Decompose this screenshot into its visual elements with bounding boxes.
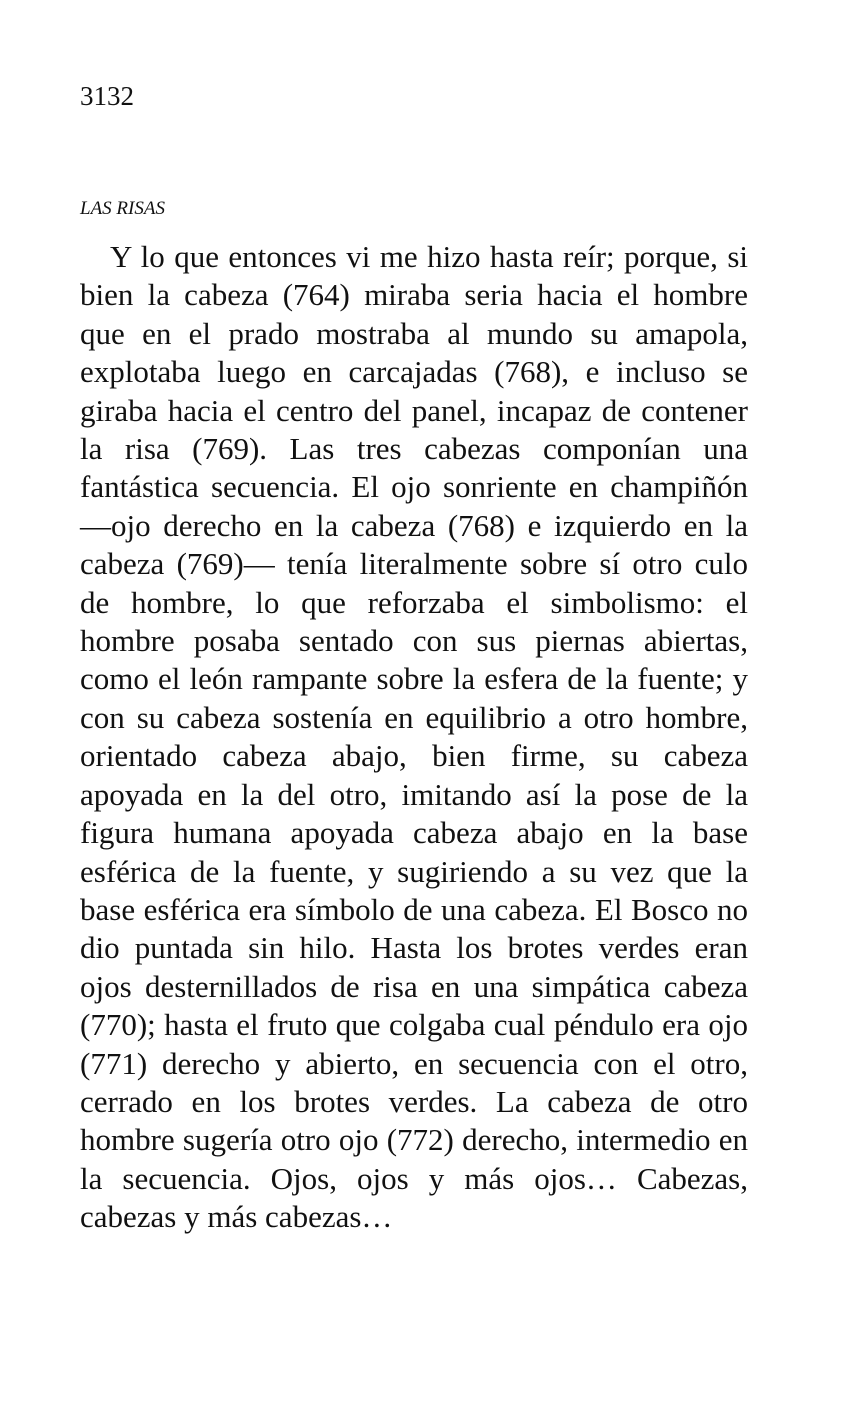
body-paragraph: Y lo que entonces vi me hizo hasta reír; porque, si bien la cabeza (764) miraba seria hacia el hombre que en el prado mostraba al mundo su amapola, explotaba luego en carcajadas (768), e incluso se giraba hacia el centro del panel, incapaz de contener la risa (769). Las tres cabezas componían una fantástica secuencia. El ojo sonriente en champiñón —ojo derecho en la cabeza (768) e izquierdo en la cabeza (769)— tenía literalmente sobre sí otro culo de hombre, lo que reforzaba el simbolismo: el hombre posaba sentado con sus piernas abiertas, como el león rampante sobre la esfera de la fuente; y con su cabeza sostenía en equilibrio a otro hombre, orientado cabeza abajo, bien firme, su cabeza apoyada en la del otro, imitando así la pose de la figura humana apoyada cabeza abajo en la base esférica de la fuente, y sugiriendo a su vez que la base esférica era símbolo de una cabeza. El Bosco no dio puntada sin hilo. Hasta los brotes verdes eran ojos desternillados de risa en una simpática cabeza (770); hasta el fruto que colgaba cual péndulo era ojo (771) derecho y abierto, en secuencia con el otro, cerrado en los brotes verdes. La cabeza de otro hombre sugería otro ojo (772) derecho, intermedio en la secuencia. Ojos, ojos y más ojos… Cabezas, cabezas y más cabezas…: [80, 239, 748, 1235]
running-header: LAS RISAS: [80, 198, 165, 219]
page-number: 3132: [80, 81, 134, 111]
